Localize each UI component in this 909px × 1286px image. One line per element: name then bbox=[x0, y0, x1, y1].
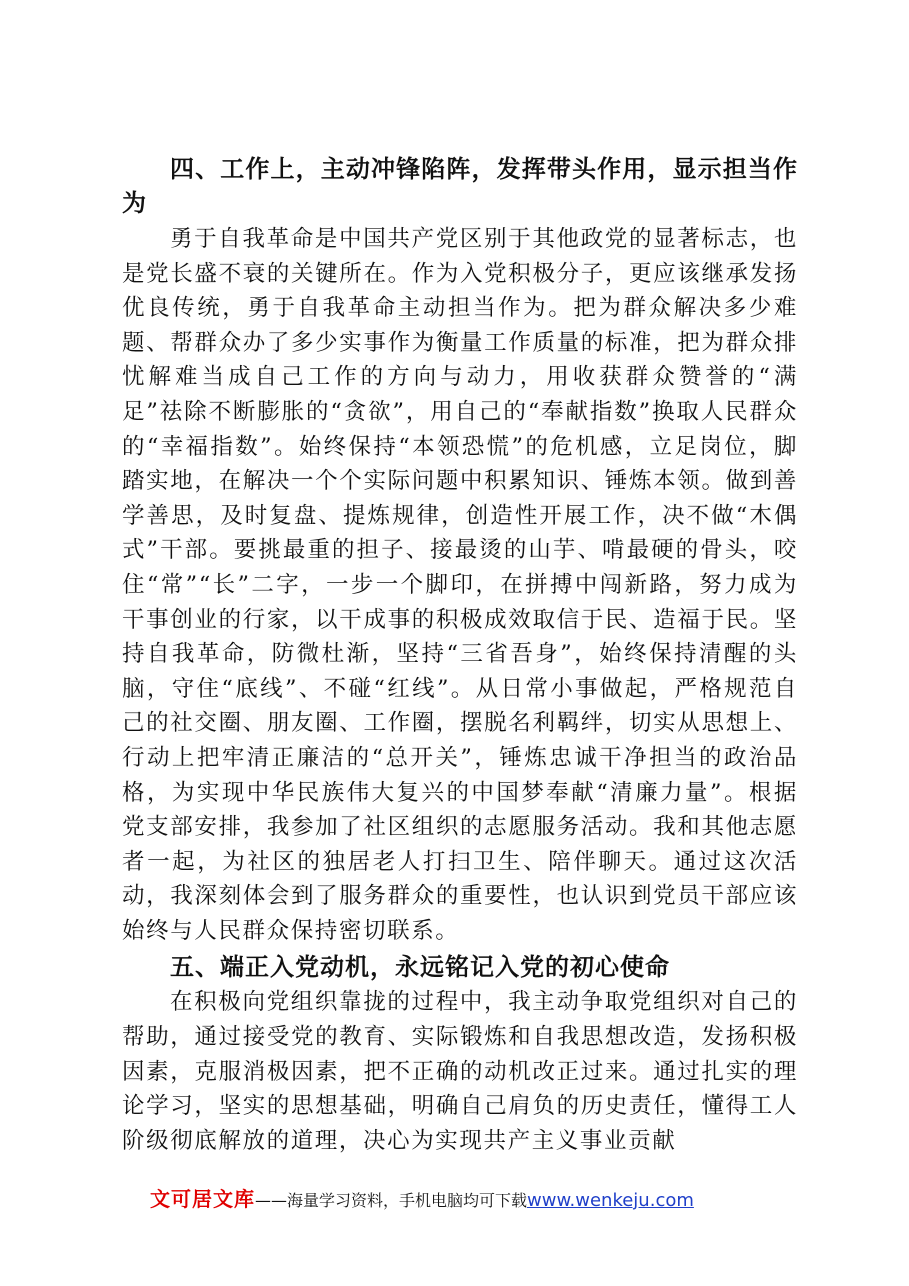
section-four-heading: 四、工作上，主动冲锋陷阵，发挥带头作用，显示担当作为 bbox=[122, 155, 798, 217]
footer-slogan: ——海量学习资料，手机电脑均可下载 bbox=[255, 1191, 528, 1210]
footer-brand: 文可居文库 bbox=[150, 1187, 255, 1211]
footer-banner bbox=[150, 1183, 790, 1213]
section-five-heading: 五、端正入党动机，永远铭记入党的初心使命 bbox=[170, 953, 670, 982]
document-body bbox=[122, 150, 798, 1158]
footer-link[interactable]: www.wenkeju.com bbox=[527, 1190, 694, 1211]
section-five-paragraph: 在积极向党组织靠拢的过程中，我主动争取党组织对自己的帮助，通过接受党的教育、实际锻炼和自我思想改造，发扬积极因素，克服消极因素，把不正确的动机改正过来。通过扎实的理论学习，坚实的思想基础，明确自己肩负的历史责任，懂得工人阶级彻底解放的道理，决心为实现共产主义事业贡献 bbox=[122, 989, 798, 1154]
section-four-paragraph: 勇于自我革命是中国共产党区别于其他政党的显著标志，也是党长盛不衰的关键所在。作为入党积极分子，更应该继承发扬优良传统，勇于自我革命主动担当作为。把为群众解决多少难题、帮群众办了多少实事作为衡量工作质量的标准，把为群众排忧解难当成自己工作的方向与动力，用收获群众赞誉的“满足”祛除不断膨胀的“贪欲”，用自己的“奉献指数”换取人民群众的“幸福指数”。始终保持“本领恐慌”的危机感，立足岗位，脚踏实地，在解决一个个实际问题中积累知识、锤炼本领。做到善学善思，及时复盘、提炼规律，创造性开展工作，决不做“木偶式”干部。要挑最重的担子、接最烫的山芋、啃最硬的骨头，咬住“常”“长”二字，一步一个脚印，在拼搏中闯新路，努力成为干事创业的行家，以干成事的积极成效取信于民、造福于民。坚持自我革命，防微杜渐，坚持“三省吾身”，始终保持清醒的头脑，守住“底线”、不碰“红线”。从日常小事做起，严格规范自己的社交圈、朋友圈、工作圈，摆脱名利羁绊，切实从思想上、行动上把牢清正廉洁的“总开关”，锤炼忠诚干净担当的政治品格，为实现中华民族伟大复兴的中国梦奉献“清廉力量”。根据党支部安排，我参加了社区组织的志愿服务活动。我和其他志愿者一起，为社区的独居老人打扫卫生、陪伴聊天。通过这次活动，我深刻体会到了服务群众的重要性，也认识到党员干部应该始终与人民群众保持密切联系。 bbox=[122, 226, 798, 944]
